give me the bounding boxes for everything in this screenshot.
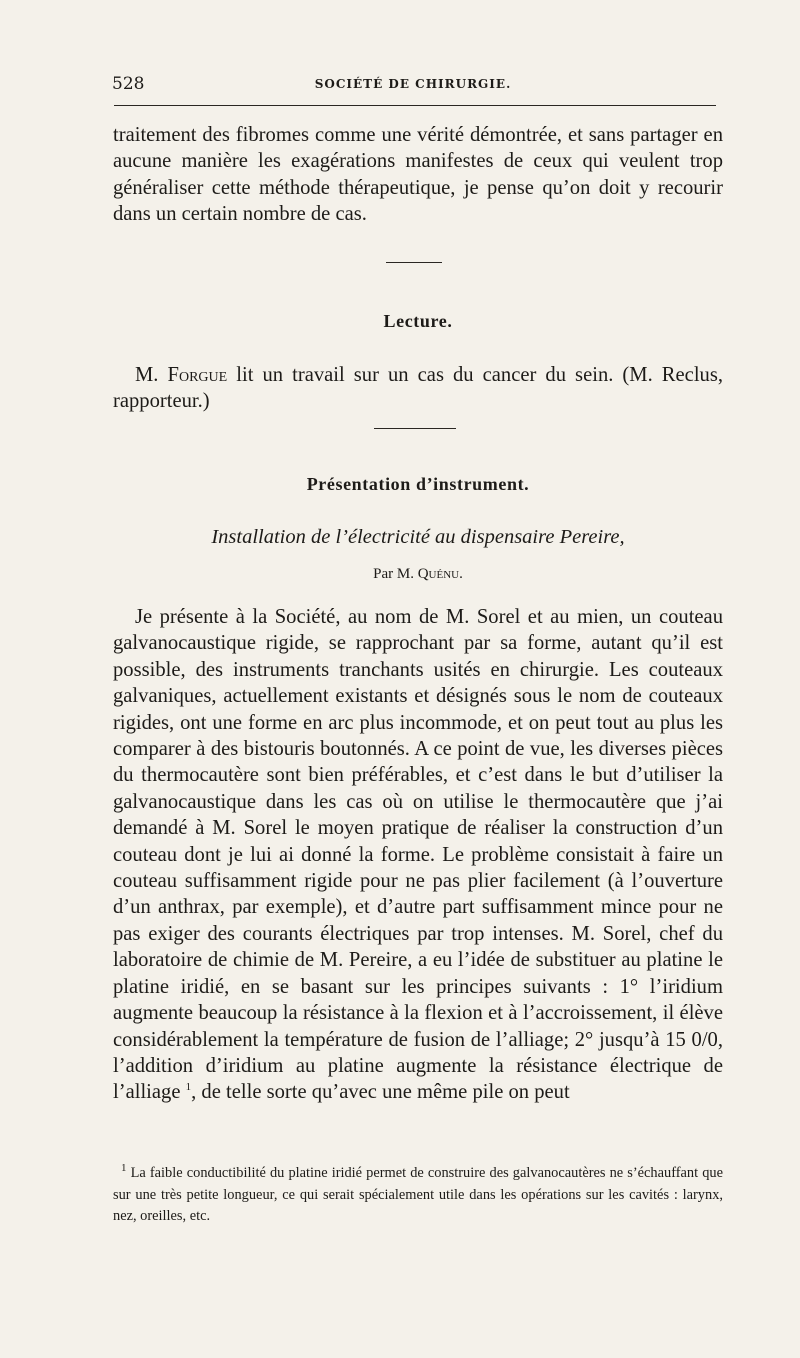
footnote-paragraph [113, 1163, 723, 1228]
lecture-text: lit un travail sur un cas du cancer du sein. (M. Reclus, rapporteur.) [113, 364, 724, 413]
body-part2: , de telle sorte qu’avec une même pile on peut [191, 1081, 570, 1104]
lecture-paragraph-block [113, 362, 723, 415]
byline: Par M. Quénu. [373, 566, 463, 582]
presentation-heading: Présentation d’instrument. [306, 474, 530, 494]
footnote [113, 1163, 723, 1228]
lecture-paragraph [113, 362, 723, 415]
presentation-body [113, 604, 723, 1106]
lecture-heading: Lecture. [383, 311, 453, 331]
header-rule [114, 105, 716, 106]
byline-author: Quénu [417, 566, 460, 582]
byline-prefix: Par M. [373, 566, 414, 582]
running-head [110, 74, 716, 94]
footnote-text: La faible conductibilité du platine iridié permet de construire des galvanocautères ne s’échauffant que sur une très petite longueur, ce qui serait spécialement utile dans les opérations sur les cavités : larynx, nez, oreilles, etc. [113, 1165, 723, 1224]
presentation-body-block [113, 604, 723, 1106]
body-part1: Je présente à la Société, au nom de M. Sorel et au mien, un couteau galvanocaustique rigide, se rapprochant par sa forme, autant qu’il est possible, des instruments tranchants usités en chirurgie. Les couteaux galvaniques, actuellement existants et désignés sous le nom de couteaux rigides, ont une forme en arc plus incommode, et on peut tout au plus les comparer à des bistouris boutonnés. A ce point de vue, les diverses pièces du thermocautère sont bien préférables, et c’est dans le but d’utiliser la galvanocaustique dans les cas où on utilise le thermocautère que j’ai demandé à M. Sorel le moyen pratique de réaliser la construction d’un couteau dont je lui ai donné la forme. Le problème consistait à faire un couteau suffisamment rigide pour ne pas plier facilement (à l’ouverture d’un anthrax, par exemple), et d’autre part suffisamment mince pour ne pas exiger des courants électriques par trop intenses. M. Sorel, chef du laboratoire de chimie de M. Pereire, a eu l’idée de substituer au platine le platine iridié, en se basant sur les principes suivants : 1° l’iridium augmente beaucoup la résistance à la flexion et à l’accroissement, il élève considérablement la température de fusion de l’alliage; 2° jusqu’à 15 0/0, l’addition d’iridium au platine augmente la résistance électrique de l’alliage [113, 606, 723, 1104]
section-separator [374, 428, 456, 429]
lecture-author: Forgue [167, 364, 228, 386]
running-title: SOCIÉTÉ DE CHIRURGIE. [314, 77, 512, 91]
opening-paragraph: traitement des fibromes comme une vérité démontrée, et sans partager en aucune manière les exagérations manifestes de ceux qui veulent trop généraliser cette méthode thérapeutique, je pense qu’on doit y recourir dans un certain nombre de cas. [113, 124, 723, 226]
page-number: 528 [112, 74, 145, 94]
footnote-marker: 1 [121, 1162, 127, 1175]
opening-paragraph-block [113, 122, 723, 228]
footnote-reference: 1 [185, 1081, 192, 1094]
lecture-author-title: M. [135, 364, 159, 386]
section-separator [386, 262, 442, 263]
presentation-subtitle: Installation de l’électricité au dispensaire Pereire, [211, 526, 625, 548]
